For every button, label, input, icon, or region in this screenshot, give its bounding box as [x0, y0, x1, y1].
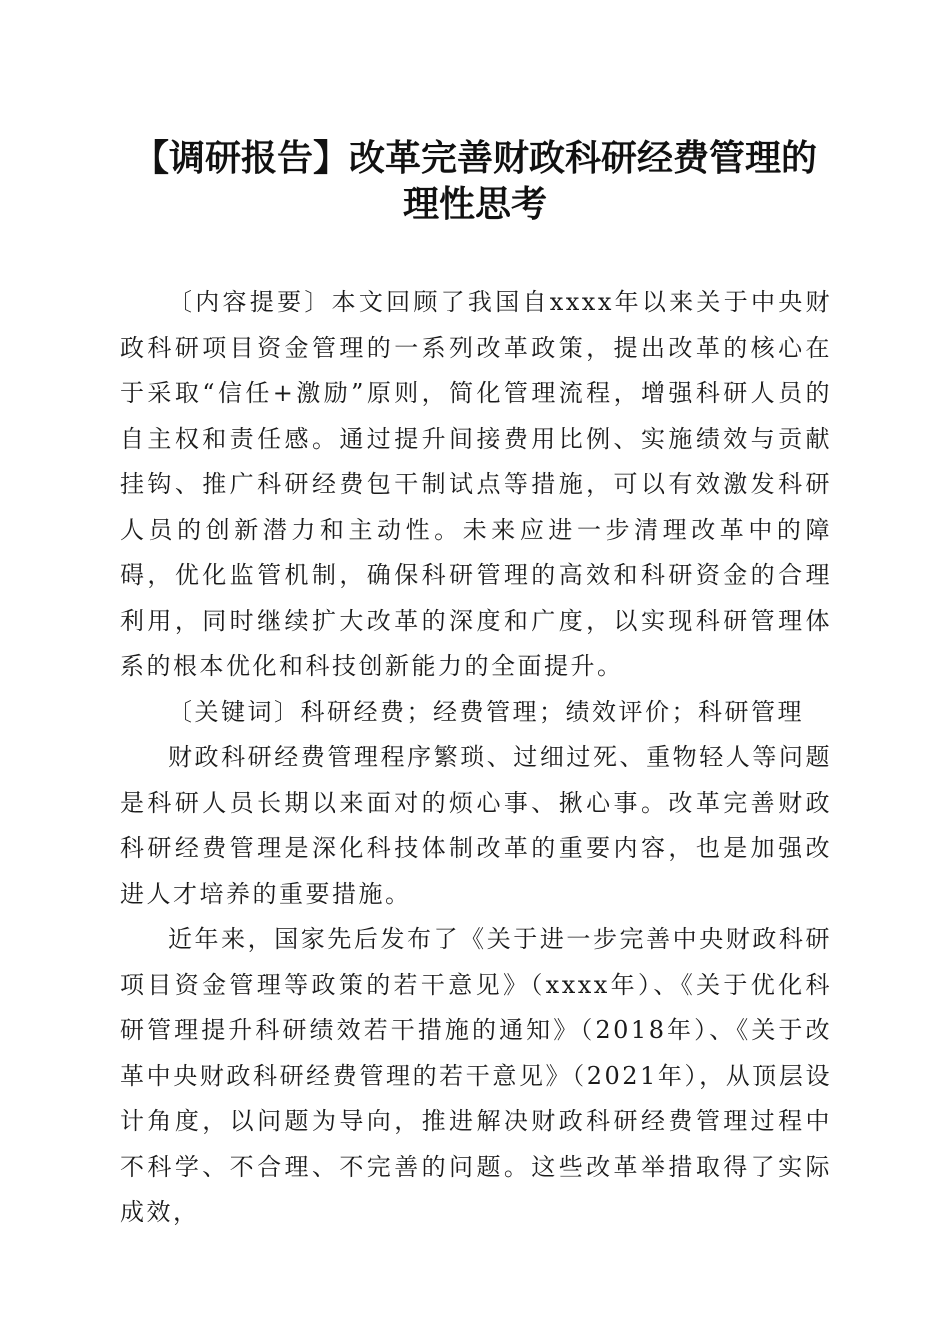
- body-paragraph: 财政科研经费管理程序繁琐、过细过死、重物轻人等问题是科研人员长期以来面对的烦心事、揪心事。改革完善财政科研经费管理是深化科技体制改革的重要内容，也是加强改进人才培养的重要措施。: [120, 743, 832, 908]
- keywords-paragraph: 〔关键词〕科研经费；经费管理；绩效评价；科研管理: [168, 697, 804, 726]
- abstract-paragraph: 〔内容提要〕本文回顾了我国自xxxx年以来关于中央财政科研项目资金管理的一系列改革政策，提出改革的核心在于采取“信任+激励”原则，简化管理流程，增强科研人员的自主权和责任感。通过提升间接费用比例、实施绩效与贡献挂钩、推广科研经费包干制试点等措施，可以有效激发科研人员的创新潜力和主动性。未来应进一步清理改革中的障碍，优化监管机制，确保科研管理的高效和科研资金的合理利用，同时继续扩大改革的深度和广度，以实现科研管理体系的根本优化和科技创新能力的全面提升。: [120, 288, 832, 680]
- document-body: [120, 280, 832, 1236]
- document-title: 【调研报告】改革完善财政科研经费管理的理性思考: [132, 138, 817, 225]
- body-paragraph: 近年来，国家先后发布了《关于进一步完善中央财政科研项目资金管理等政策的若干意见》（xxxx年）、《关于优化科研管理提升科研绩效若干措施的通知》（2018年）、《关于改革中央财政科研经费管理的若干意见》（2021年），从顶层设计角度，以问题为导向，推进解决财政科研经费管理过程中不科学、不合理、不完善的问题。这些改革举措取得了实际成效，: [120, 925, 832, 1226]
